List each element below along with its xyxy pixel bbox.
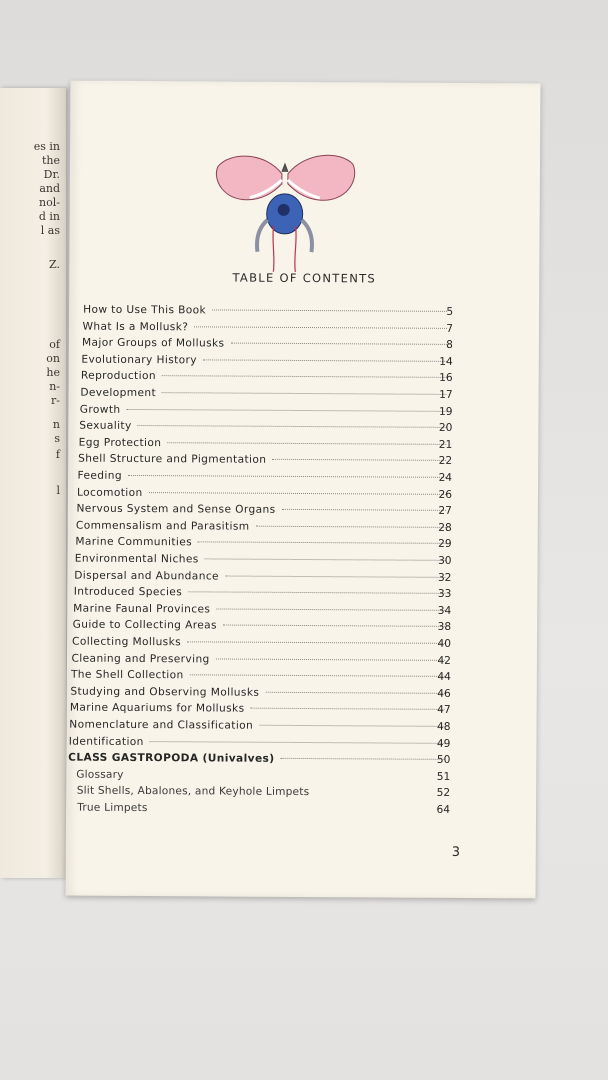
toc-entry-page: 22 xyxy=(438,455,453,468)
book-page xyxy=(66,81,541,899)
toc-leader-dots xyxy=(190,673,445,677)
toc-entry-label: True Limpets xyxy=(77,801,148,815)
toc-entry-page: 50 xyxy=(436,754,451,767)
toc-entry-page: 44 xyxy=(437,671,451,684)
toc-entry-label: Guide to Collecting Areas xyxy=(72,618,218,632)
toc-entry-page: 26 xyxy=(438,488,452,501)
left-tendril xyxy=(273,226,274,272)
toc-entry xyxy=(81,352,452,368)
toc-entry-label: Major Groups of Mollusks xyxy=(81,336,225,350)
toc-leader-dots xyxy=(194,325,447,329)
toc-leader-dots xyxy=(162,375,447,379)
toc-entry xyxy=(76,502,451,518)
toc-entry-label: Introduced Species xyxy=(73,585,183,599)
toc-leader-dots xyxy=(167,441,446,445)
toc-leader-dots xyxy=(265,691,444,694)
toc-entry-page: 8 xyxy=(446,339,453,352)
toc-entry-label: CLASS GASTROPODA (Univalves) xyxy=(68,751,275,766)
toc-entry-label: Marine Faunal Provinces xyxy=(73,602,211,616)
toc-entry xyxy=(72,635,451,651)
left-page-text-fragment: l xyxy=(56,484,60,497)
toc-entry xyxy=(81,369,453,385)
toc-leader-dots xyxy=(198,541,446,545)
toc-leader-dots xyxy=(230,342,446,345)
toc-leader-dots xyxy=(256,525,446,528)
toc-leader-dots xyxy=(205,557,446,560)
left-page-text-fragment: he xyxy=(46,366,60,379)
toc-leader-dots xyxy=(223,624,445,627)
page-title: TABLE OF CONTENTS xyxy=(232,270,377,286)
toc-entry-label: Growth xyxy=(79,403,121,416)
page-number: 3 xyxy=(451,844,461,860)
toc-entry xyxy=(75,535,451,551)
mollusk-eye xyxy=(278,204,290,216)
left-page-text-fragment: l as xyxy=(40,224,60,237)
toc-entry xyxy=(82,336,453,352)
toc-entry xyxy=(76,518,452,534)
toc-leader-dots xyxy=(216,657,445,660)
toc-entry-label: Reproduction xyxy=(80,370,157,383)
toc-leader-dots xyxy=(187,640,445,644)
toc-entry-label: Feeding xyxy=(77,469,123,482)
head-tip xyxy=(282,164,288,172)
toc-entry xyxy=(77,784,450,800)
left-page-text-fragment: nol- xyxy=(39,196,60,209)
toc-entry-label: What Is a Mollusk? xyxy=(82,320,189,333)
toc-entry xyxy=(73,601,451,617)
toc-entry xyxy=(70,684,450,700)
toc-entry-page: 20 xyxy=(438,422,453,435)
toc-entry xyxy=(74,585,452,601)
toc-entry-page: 38 xyxy=(437,621,452,634)
toc-entry-page: 64 xyxy=(436,803,451,816)
toc-entry-page: 40 xyxy=(437,637,452,650)
toc-entry xyxy=(73,618,452,634)
toc-entry-page: 49 xyxy=(436,737,451,750)
toc-entry-page: 52 xyxy=(436,787,451,800)
left-page-text-fragment: the xyxy=(41,154,60,167)
left-page-text-fragment: Z. xyxy=(49,258,60,271)
toc-entry xyxy=(78,452,452,468)
toc-entry-page: 33 xyxy=(437,588,452,601)
left-page-text-fragment: n- xyxy=(49,380,60,393)
left-page-text-fragment: n xyxy=(52,418,60,431)
toc-entry-label: Collecting Mollusks xyxy=(72,635,182,649)
toc-leader-dots xyxy=(128,474,446,478)
left-page-text-fragment: s xyxy=(54,432,60,445)
toc-leader-dots xyxy=(149,491,446,495)
toc-entry-page: 17 xyxy=(439,388,453,401)
toc-entry-page: 27 xyxy=(438,505,452,518)
toc-entry-label: Egg Protection xyxy=(78,436,162,449)
toc-entry-label: Glossary xyxy=(76,768,124,781)
toc-entry-page: 42 xyxy=(437,654,451,667)
toc-entry-page: 46 xyxy=(437,687,451,700)
toc-entry-label: Evolutionary History xyxy=(81,353,198,367)
table-of-contents xyxy=(66,303,539,826)
toc-entry-label: Cleaning and Preserving xyxy=(71,652,210,666)
toc-entry-label: Sexuality xyxy=(79,419,132,433)
toc-entry-label: Marine Aquariums for Mollusks xyxy=(69,701,245,716)
toc-leader-dots xyxy=(138,424,447,428)
toc-entry-page: 29 xyxy=(438,538,452,551)
toc-entry xyxy=(82,319,453,335)
toc-entry-page: 16 xyxy=(439,372,453,385)
toc-entry-label: Shell Structure and Pigmentation xyxy=(78,453,267,467)
toc-entry-label: Nervous System and Sense Organs xyxy=(76,502,276,517)
right-wing xyxy=(288,155,355,200)
right-tendril xyxy=(295,226,296,272)
toc-entry xyxy=(70,701,451,717)
toc-leader-dots xyxy=(188,590,445,594)
toc-entry-page: 48 xyxy=(437,720,451,733)
left-wing xyxy=(216,156,282,200)
toc-entry xyxy=(74,568,451,584)
toc-entry xyxy=(68,751,450,767)
left-page-text-fragment: on xyxy=(46,352,60,365)
toc-entry xyxy=(79,419,452,435)
toc-entry xyxy=(78,469,453,485)
left-page-text-fragment: Dr. xyxy=(43,168,60,181)
toc-leader-dots xyxy=(225,574,445,577)
toc-entry xyxy=(71,668,451,684)
toc-entry-page: 34 xyxy=(437,604,452,617)
toc-entry xyxy=(80,386,452,402)
toc-entry xyxy=(77,801,450,817)
toc-entry-page: 30 xyxy=(438,554,452,567)
toc-entry xyxy=(83,303,453,319)
toc-entry-page: 28 xyxy=(438,521,452,534)
toc-leader-dots xyxy=(203,358,447,361)
toc-entry-label: Locomotion xyxy=(76,486,143,499)
left-page-text-fragment: d in xyxy=(38,210,60,223)
toc-entry-label: Development xyxy=(80,386,157,400)
toc-leader-dots xyxy=(251,707,445,710)
toc-entry xyxy=(79,435,453,451)
toc-entry-label: Dispersal and Abundance xyxy=(74,569,220,583)
toc-entry-page: 24 xyxy=(438,471,453,484)
toc-entry-page: 32 xyxy=(437,571,452,584)
toc-entry-label: Environmental Niches xyxy=(74,552,199,566)
toc-leader-dots xyxy=(259,724,444,727)
toc-entry-label: How to Use This Book xyxy=(83,303,207,317)
toc-leader-dots xyxy=(150,740,445,744)
right-appendage xyxy=(301,220,312,252)
toc-entry xyxy=(71,651,451,667)
left-page-text-fragment: es in xyxy=(33,140,60,153)
toc-entry-label: Marine Communities xyxy=(75,536,193,549)
left-appendage xyxy=(257,220,268,252)
toc-entry-label: Commensalism and Parasitism xyxy=(75,519,250,533)
toc-entry-page: 19 xyxy=(438,405,453,418)
left-page-text-fragment: f xyxy=(55,448,60,461)
mollusk-illustration xyxy=(209,121,360,272)
toc-entry-label: Slit Shells, Abalones, and Keyhole Limpets xyxy=(76,785,310,799)
left-page xyxy=(0,88,66,878)
toc-leader-dots xyxy=(272,458,446,461)
toc-entry-page: 21 xyxy=(438,438,453,451)
toc-entry xyxy=(77,485,452,501)
toc-entry xyxy=(80,402,453,418)
toc-entry-label: The Shell Collection xyxy=(70,668,184,682)
toc-leader-dots xyxy=(127,408,447,412)
left-page-text-fragment: r- xyxy=(51,394,60,407)
left-page-text-fragment: and xyxy=(39,182,60,195)
toc-entry xyxy=(69,734,451,750)
toc-leader-dots xyxy=(162,391,447,395)
toc-entry xyxy=(76,767,450,783)
toc-leader-dots xyxy=(212,308,447,311)
toc-entry-page: 14 xyxy=(439,355,453,368)
toc-entry-page: 47 xyxy=(437,704,451,717)
left-page-text-fragment: of xyxy=(49,338,60,351)
toc-leader-dots xyxy=(216,607,445,610)
toc-entry xyxy=(69,718,450,734)
toc-entry-label: Studying and Observing Mollusks xyxy=(70,685,260,699)
toc-entry-label: Nomenclature and Classification xyxy=(69,718,254,732)
toc-entry xyxy=(75,552,452,568)
toc-entry-label: Identification xyxy=(68,735,144,748)
toc-entry-page: 7 xyxy=(446,322,454,335)
toc-entry-page: 51 xyxy=(436,770,451,783)
toc-entry-page: 5 xyxy=(446,305,454,318)
